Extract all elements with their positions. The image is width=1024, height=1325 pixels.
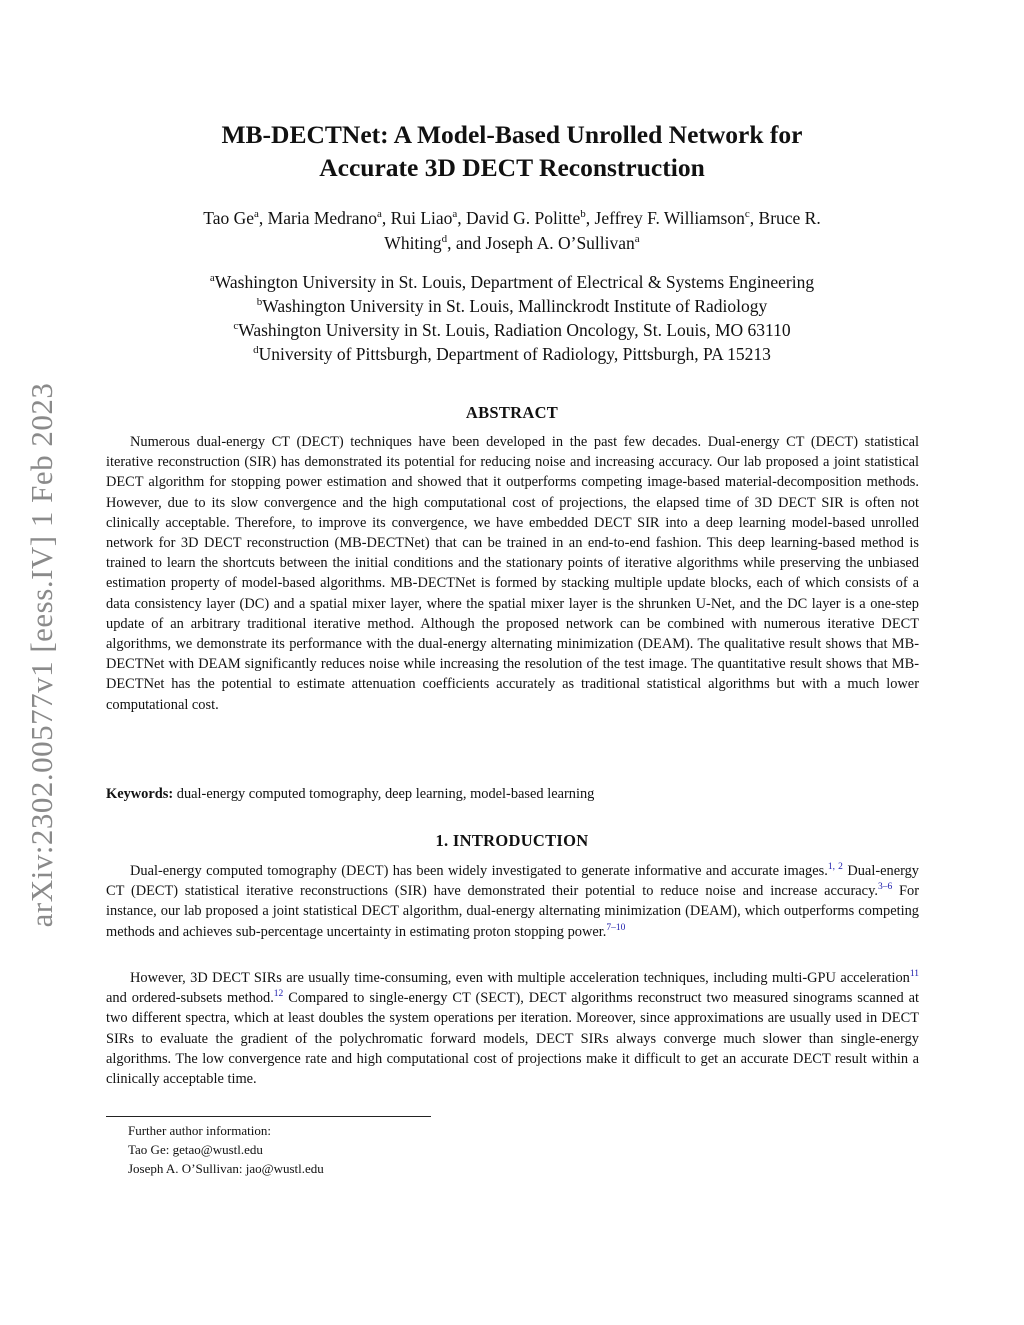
affiliation-mark: a — [634, 233, 640, 245]
affiliation-mark: b — [256, 296, 263, 308]
author-name: Whiting — [384, 233, 442, 253]
title-line-1: MB-DECTNet: A Model-Based Unrolled Network for — [221, 120, 803, 149]
author-name: Tao Ge — [203, 208, 255, 228]
affiliation-text: Washington University in St. Louis, Department of Electrical & Systems Engineering — [214, 272, 815, 292]
citation-link[interactable]: 7–10 — [606, 922, 626, 933]
affiliation-mark: c — [744, 208, 750, 220]
citation-link[interactable]: 1, 2 — [827, 862, 843, 872]
paragraph-text: Dual-energy computed tomography (DECT) has been widely investigated to generate informative and accurate images. — [130, 863, 828, 879]
arxiv-identifier-stamp: arXiv:2302.00577v1 [eess.IV] 1 Feb 2023 — [24, 382, 59, 928]
affiliation-text: Washington University in St. Louis, Mallinckrodt Institute of Radiology — [262, 296, 768, 316]
paragraph-text: Dual-energy CT (DECT) statistical iterative reconstructions (SIR) have demonstrated their potential to reduce noise and increase accuracy. — [106, 863, 920, 900]
affiliation-mark: b — [580, 208, 586, 220]
author-name: , Rui Liao — [381, 208, 453, 228]
paragraph-text: Compared to single-energy CT (SECT), DECT algorithms reconstruct two measured sinograms scanned at two different spectra, which at least doubles the system operations per iteration. Moreover, since approximations are usually used in DECT SIRs to evaluate the gradient of the polychromatic forward models, DECT SIRs always converge much slower than single-energy algorithms. The low convergence rate and high computational cost of projections make it difficult to get an accurate DECT result within a clinically acceptable time. — [106, 990, 919, 1088]
footnote-contact-2: Joseph A. O’Sullivan: jao@wustl.edu — [128, 1161, 324, 1176]
author-name: , Jeffrey F. Williamson — [585, 208, 745, 228]
intro-paragraph-1 — [106, 861, 919, 942]
affiliation-text: Washington University in St. Louis, Radiation Oncology, St. Louis, MO 63110 — [238, 320, 791, 340]
paper-title — [90, 118, 934, 184]
title-line-2: Accurate 3D DECT Reconstruction — [319, 153, 705, 182]
citation-link[interactable]: 3–6 — [877, 882, 893, 893]
abstract-body: Numerous dual-energy CT (DECT) techniques have been developed in the past few decades. Dual-energy CT (DECT) statistical iterative reconstruction (SIR) has demonstrated its potential for reducing noise and increasing accuracy. Our lab proposed a joint statistical DECT algorithm for stopping power estimation and showed that it outperforms competing image-based material-decomposition methods. However, due to its slow convergence and the high computational cost of projections, the elapsed time of 3D DECT SIR is often not clinically acceptable. Therefore, to improve its convergence, we have embedded DECT SIR into a deep learning model-based unrolled network for 3D DECT reconstruction (MB-DECTNet) that can be trained in an end-to-end fashion. This deep learning-based method is trained to learn the shortcuts between the initial conditions and the stationary points of iterative algorithms while preserving the unbiased estimation property of model-based algorithms. MB-DECTNet is formed by stacking multiple update blocks, each of which consists of a data consistency layer (DC) and a spatial mixer layer, where the spatial mixer layer is the shrunken U-Net, and the DC layer is a one-step update of an arbitrary traditional iterative method. Although the proposed network can be combined with numerous iterative DECT algorithms, we demonstrate its performance with the dual-energy alternating minimization (DEAM). The qualitative result shows that MB-DECTNet with DEAM significantly reduces noise while increasing the resolution of the test image. The quantitative result shows that MB-DECTNet has the potential to estimate attenuation coefficients accurately as traditional statistical algorithms but with a much lower computational cost. — [106, 434, 919, 713]
footnote-heading: Further author information: — [128, 1123, 271, 1138]
author-line-2 — [90, 231, 934, 256]
introduction-heading: 1. INTRODUCTION — [435, 831, 589, 850]
affiliation-mark: a — [452, 208, 458, 220]
keywords-text: dual-energy computed tomography, deep learning, model-based learning — [173, 786, 595, 802]
affiliation-text: University of Pittsburgh, Department of Radiology, Pittsburgh, PA 15213 — [258, 344, 771, 364]
citation-link[interactable]: 12 — [273, 989, 284, 1000]
affiliation-a — [90, 270, 934, 294]
paragraph-text: However, 3D DECT SIRs are usually time-consuming, even with multiple acceleration techniques, including multi-GPU acceleration — [130, 970, 910, 986]
affiliation-mark: d — [441, 233, 448, 245]
affiliation-d — [90, 342, 934, 366]
citation-link[interactable]: 11 — [909, 969, 919, 979]
affiliation-mark: d — [253, 344, 259, 356]
affiliation-mark: a — [254, 208, 259, 220]
paragraph-text: and ordered-subsets method. — [106, 990, 274, 1007]
affiliation-mark: a — [209, 272, 215, 284]
abstract-heading: ABSTRACT — [465, 403, 559, 422]
footnote-divider — [106, 1116, 431, 1117]
footnote-contact-1: Tao Ge: getao@wustl.edu — [128, 1142, 263, 1157]
affiliation-list — [90, 270, 934, 366]
author-footnote — [128, 1121, 728, 1178]
paragraph-text: For instance, our lab proposed a joint statistical DECT algorithm, dual-energy alternating minimization (DEAM), which outperforms competing methods and achieves sub-percentage uncertainty in estimating proton stopping power. — [106, 883, 919, 940]
affiliation-b — [90, 294, 934, 318]
intro-paragraph-2 — [106, 968, 919, 1089]
author-name: , Maria Medrano — [258, 208, 378, 228]
author-name: , Bruce R. — [749, 208, 821, 228]
author-name: , and Joseph A. O’Sullivan — [447, 233, 635, 253]
author-list — [90, 206, 934, 256]
author-line-1 — [90, 206, 934, 231]
affiliation-c — [90, 318, 934, 342]
affiliation-mark: a — [377, 208, 382, 220]
affiliation-mark: c — [233, 320, 239, 332]
author-name: , David G. Politte — [457, 208, 581, 228]
keywords-line — [106, 784, 919, 804]
keywords-label: Keywords: — [106, 786, 174, 802]
